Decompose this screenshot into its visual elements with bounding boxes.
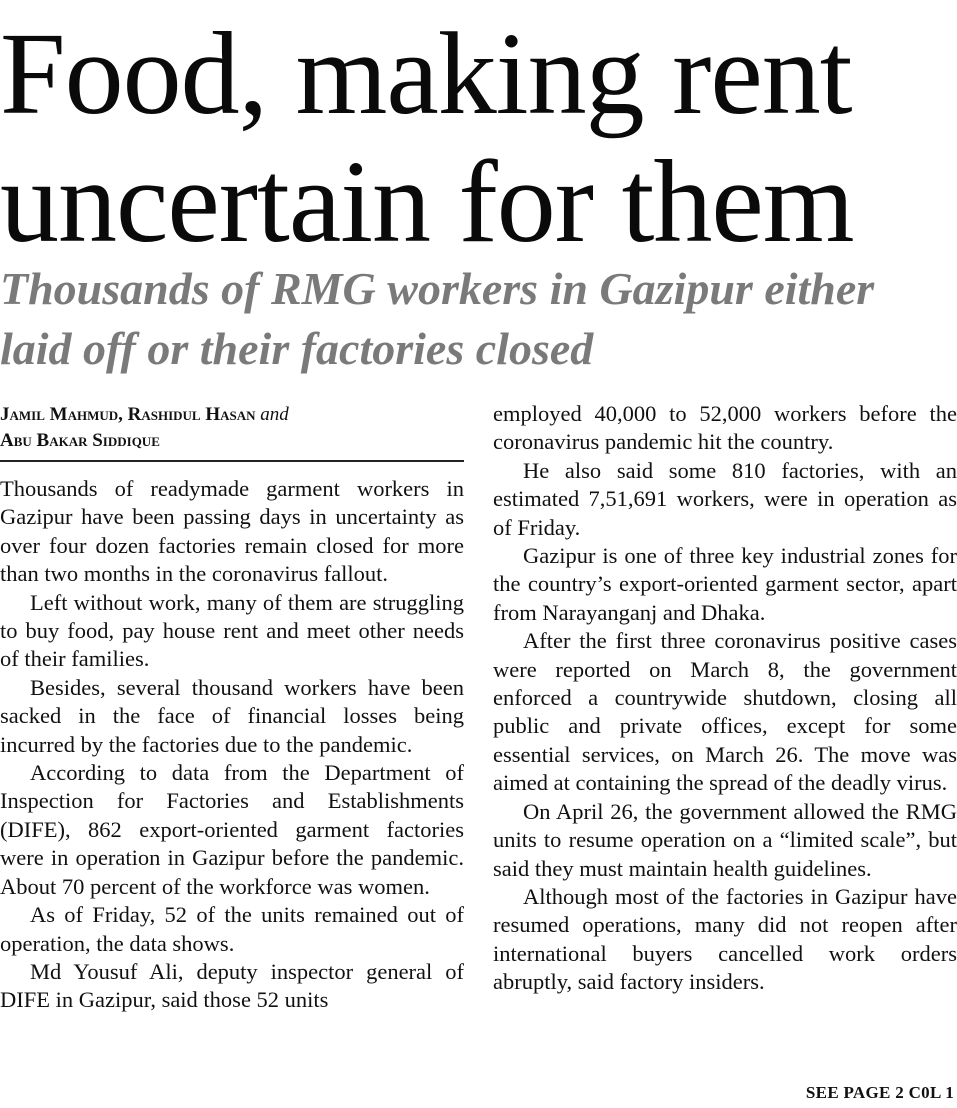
paragraph: As of Friday, 52 of the units remained out of operation, the data shows.: [0, 902, 464, 956]
subheadline: [0, 259, 957, 379]
continued-on-page-note: SEE PAGE 2 C0L 1: [805, 1083, 954, 1102]
article-column-left: [0, 475, 464, 1015]
paragraph: After the first three coronavirus positive cases were reported on March 8, the government enforced a countrywide shutdown, closing all public and private offices, except for some essential services, on March 26. The move was aimed at containing the spread of the deadly virus.: [493, 628, 957, 796]
paragraph: employed 40,000 to 52,000 workers before the coronavirus pandemic hit the country.: [493, 401, 957, 455]
byline: [0, 402, 464, 454]
paragraph: Left without work, many of them are struggling to buy food, pay house rent and meet other needs of their families.: [0, 589, 464, 672]
headline: [0, 10, 957, 266]
paragraph: Gazipur is one of three key industrial zones for the country’s export-oriented garment sector, apart from Narayanganj and Dhaka.: [493, 543, 957, 625]
byline-authors-2: Abu Bakar Siddique: [0, 430, 160, 451]
headline-line-2: uncertain for them: [0, 136, 854, 267]
paragraph: On April 26, the government allowed the RMG units to resume operation on a “limited scale”, but said they must maintain health guidelines.: [493, 798, 957, 881]
byline-and: and: [260, 404, 289, 425]
byline-divider: [0, 460, 464, 462]
article-column-right: [493, 400, 957, 997]
subheadline-line-1: Thousands of RMG workers in Gazipur either: [0, 263, 875, 314]
headline-line-1: Food, making rent: [0, 8, 852, 139]
paragraph: He also said some 810 factories, with an estimated 7,51,691 workers, were in operation as of Friday.: [493, 457, 957, 540]
paragraph: Besides, several thousand workers have been sacked in the face of financial losses being incurred by the factories due to the pandemic.: [0, 674, 464, 757]
byline-authors-1: Jamil Mahmud, Rashidul Hasan: [0, 404, 256, 425]
paragraph: Md Yousuf Ali, deputy inspector general of DIFE in Gazipur, said those 52 units: [0, 958, 464, 1013]
paragraph: Thousands of readymade garment workers in Gazipur have been passing days in uncertainty as over four dozen factories remain closed for more than two months in the coronavirus fallout.: [0, 476, 464, 587]
paragraph: According to data from the Department of Inspection for Factories and Establishments (DIFE), 862 export-oriented garment factories were in operation in Gazipur before the pandemic. About 70 percent of the workforce was women.: [0, 760, 464, 899]
paragraph: Although most of the factories in Gazipur have resumed operations, many did not reopen after international buyers cancelled work orders abruptly, said factory insiders.: [493, 883, 957, 995]
subheadline-line-2: laid off or their factories closed: [0, 323, 594, 374]
